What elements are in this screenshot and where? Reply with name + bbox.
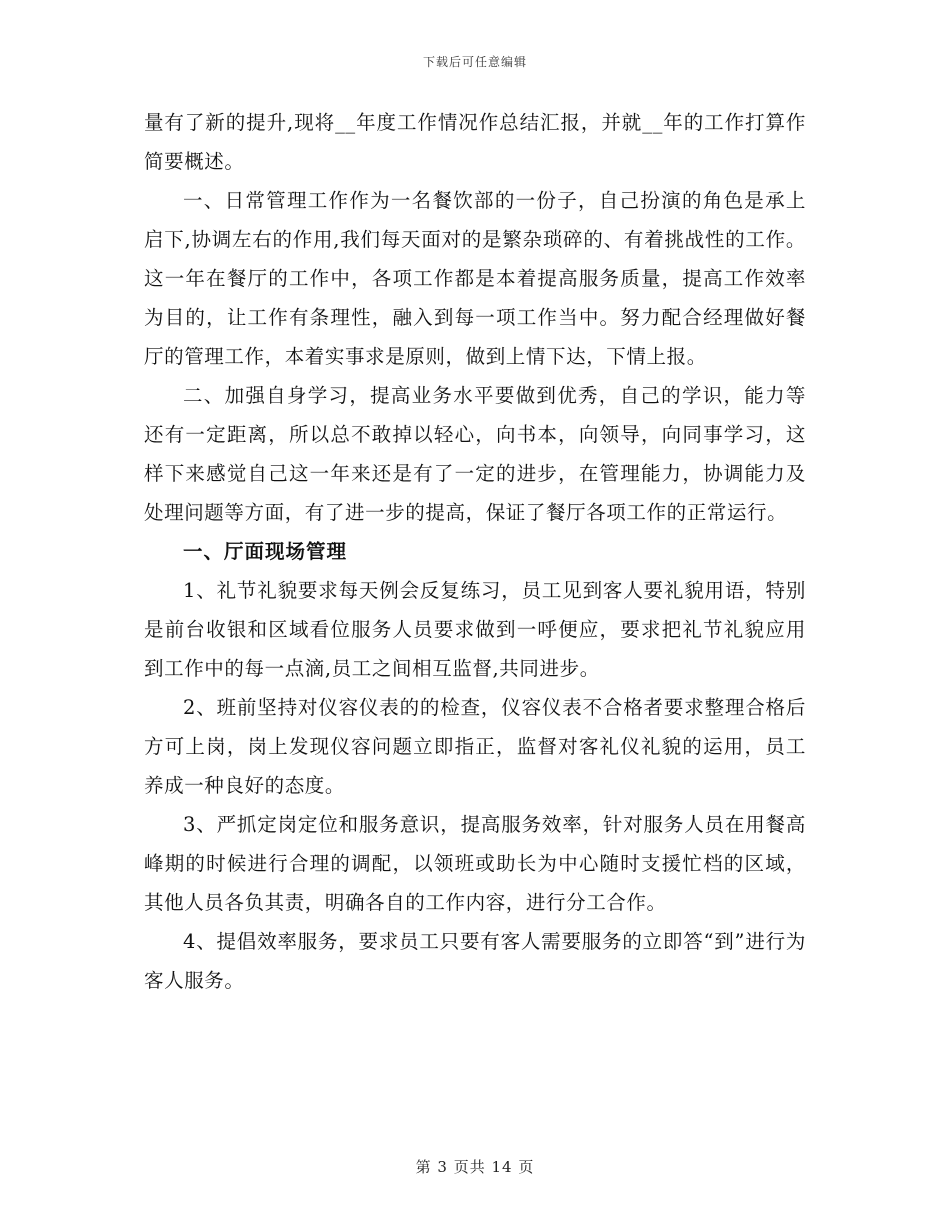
page-header-note: 下载后可任意编辑 xyxy=(422,55,527,69)
document-body xyxy=(144,103,806,1000)
paragraph-intro-continuation: 量有了新的提升,现将__年度工作情况作总结汇报，并就__年的工作打算作简要概述。 xyxy=(144,111,806,173)
paragraph-daily-management: 一、日常管理工作作为一名餐饮部的一份子，自己扮演的角色是承上启下,协调左右的作用,我们每天面对的是繁杂琐碎的、有着挑战性的工作。这一年在餐厅的工作中，各项工作都是本着提高服务质量，提高工作效率为目的，让工作有条理性，融入到每一项工作当中。努力配合经理做好餐厅的管理工作，本着实事求是原则，做到上情下达，下情上报。 xyxy=(144,189,806,368)
section-heading-floor-management: 一、厅面现场管理 xyxy=(183,540,348,563)
paragraph-item-3-positions: 3、严抓定岗定位和服务意识，提高服务效率，针对服务人员在用餐高峰期的时候进行合理的调配，以领班或助长为中心随时支援忙档的区域，其他人员各负其责，明确各自的工作内容，进行分工合作。 xyxy=(144,813,806,914)
paragraph-self-study: 二、加强自身学习，提高业务水平要做到优秀，自己的学识，能力等还有一定距离，所以总不敢掉以轻心，向书本，向领导，向同事学习，这样下来感觉自己这一年来还是有了一定的进步，在管理能力，协调能力及处理问题等方面，有了进一步的提高，保证了餐厅各项工作的正常运行。 xyxy=(144,384,806,524)
paragraph-item-1-etiquette: 1、礼节礼貌要求每天例会反复练习，员工见到客人要礼貌用语，特别是前台收银和区域看位服务人员要求做到一呼便应，要求把礼节礼貌应用到工作中的每一点滴,员工之间相互监督,共同进步。 xyxy=(144,579,806,680)
page-number-footer: 第 3 页共 14 页 xyxy=(415,1158,535,1176)
paragraph-item-2-appearance: 2、班前坚持对仪容仪表的的检查，仪容仪表不合格者要求整理合格后方可上岗，岗上发现仪容问题立即指正，监督对客礼仪礼貌的运用，员工养成一种良好的态度。 xyxy=(144,696,806,797)
paragraph-item-4-efficiency: 4、提倡效率服务，要求员工只要有客人需要服务的立即答“到”进行为客人服务。 xyxy=(144,930,806,992)
